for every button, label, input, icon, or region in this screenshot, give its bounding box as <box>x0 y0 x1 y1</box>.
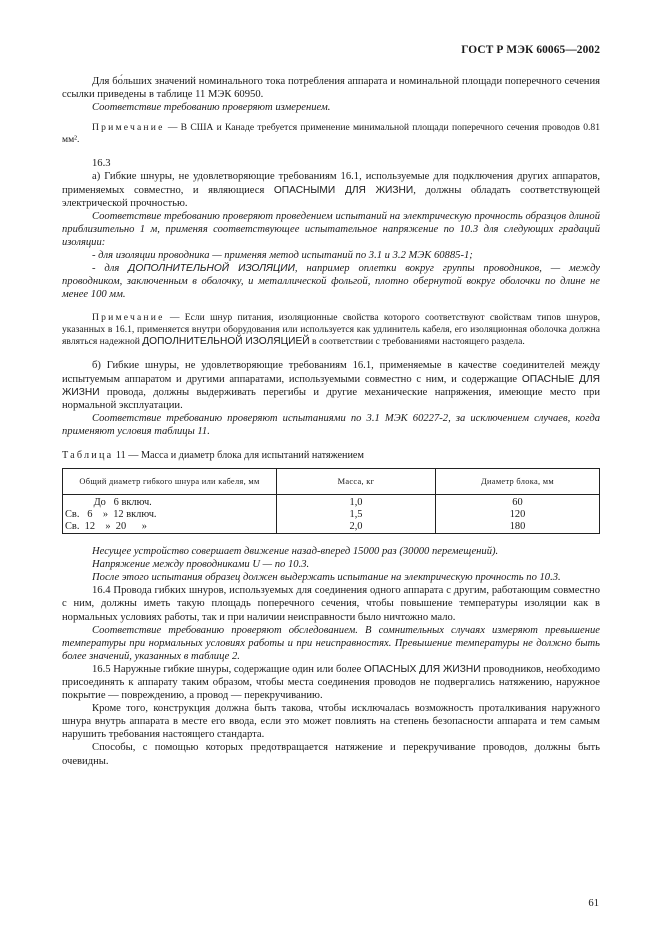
dash-item-2: - для ДОПОЛНИТЕЛЬНОЙ ИЗОЛЯЦИИ, например оплетки вокруг группы проводников, — между проводником, заключенным в оболочку, и металлической фольгой, плотно обернутой вокруг оболочки по длине не менее 100 мм. <box>62 263 601 301</box>
paragraph-b: б) Гибкие шнуры, не удовлетворяющие требованиям 16.1, применяемые в качестве соединителей между испытуемым аппаратом и другими аппаратами, используемыми совместно с ним, и содержащие ОПАСНЫЕ ДЛЯ ЖИЗНИ провода, должны выдерживать перегибы и другие механические напряжения, имеющие место при нормальной эксплуатации. <box>62 360 600 411</box>
dash-item-1: - для изоляции проводника — применяя метод испытаний по 3.1 и 3.2 МЭК 60885-1; <box>92 250 473 262</box>
section-16-4-test: Соответствие требованию проверяют обследованием. В сомнительных случаях измеряют превышение температуры при нормальных условиях работы и при неисправностях. Превышение температуры не должно быть более значений, указанных в таблице 2. <box>62 624 600 662</box>
paragraph-a-test: Соответствие требованию проверяют проведением испытаний на электрическую прочность образцов длиной приблизительно 1 м, применяя соответствующее испытательное напряжение по 10.3 для следующих градаций изоляции: <box>62 210 600 248</box>
section-16-5-construction: Кроме того, конструкция должна быть такова, чтобы исключалась возможность проталкивания наружного шнура внутрь аппарата в месте его ввода, если это может повлиять на степень безопасности аппарата и тем самым нарушить требования настоящего стандарта. <box>62 703 600 741</box>
section-16-5: 16.5 Наружные гибкие шнуры, содержащие один или более ОПАСНЫХ ДЛЯ ЖИЗНИ проводников, необходимо присоединять к аппарату таким образом, чтобы места соединения проводов не подвергались натяжению, наружное покрытие — повреждению, а провод — перекручиванию. <box>62 663 600 702</box>
table-row: Св. 12 » 20 » 2,0 180 <box>63 521 600 534</box>
col-header-mass: Масса, кг <box>277 469 436 495</box>
section-16-5-methods: Способы, с помощью которых предотвращается натяжение и перекручивание проводов, должны быть очевидны. <box>62 742 600 767</box>
note-power-cord: Примечание — Если шнур питания, изоляционные свойства которого соответствуют свойствам типов шнуров, указанных в 16.1, применяется внутри оборудования или используется как удлинитель кабеля, его изоляционная оболочка должна являться надежной ДОПОЛНИТЕЛЬНОЙ ИЗОЛЯЦИЕЙ в соответствии с требованиями настоящего раздела. <box>62 312 600 348</box>
section-16-3: 16.3 <box>92 158 111 170</box>
col-header-block: Диаметр блока, мм <box>436 469 600 495</box>
document-page <box>62 44 600 768</box>
paragraph-a: а) Гибкие шнуры, не удовлетворяющие требованиям 16.1, используемые для подключения других аппаратов, применяемых совместно, и являющиеся ОПАСНЫМИ ДЛЯ ЖИЗНИ, должны обладать соответствующей электрической прочностью. <box>62 171 601 209</box>
test-voltage: Напряжение между проводниками U — по 10.3. <box>92 559 310 571</box>
compliance-measurement: Соответствие требованию проверяют измерением. <box>92 102 331 114</box>
col-header-diameter: Общий диаметр гибкого шнура или кабеля, мм <box>63 469 277 495</box>
section-16-4: 16.4 Провода гибких шнуров, используемых для соединения одного аппарата с другим, работающим совместно с ним, должны иметь такую площадь поперечного сечения, чтобы повышение температуры изоляции как в нормальных условиях работы, так и при наличии неисправности было ничтожно мало. <box>62 585 600 623</box>
mass-diameter-table <box>62 468 600 534</box>
standard-header: ГОСТ Р МЭК 60065—2002 <box>461 44 600 56</box>
table-row: Св. 6 » 12 включ. 1,5 120 <box>63 509 600 521</box>
page-number: 61 <box>588 898 599 909</box>
test-after: После этого испытания образец должен выдержать испытание на электрическую прочность по 10.3. <box>92 572 561 584</box>
note-usa-canada: Примечание — В США и Канаде требуется применение минимальной площади поперечного сечения проводов 0.81 мм². <box>62 122 600 146</box>
paragraph-current-ratings: Для бо́льших значений номинального тока потребления аппарата и номинальной площади поперечного сечения ссылки приведены в таблице 11 МЭК 60950. <box>62 76 600 101</box>
table-caption: Таблица 11 — Масса и диаметр блока для испытаний натяжением <box>62 449 364 461</box>
note-label: Примечание <box>92 122 165 134</box>
test-cycles: Несущее устройство совершает движение назад-вперед 15000 раз (30000 перемещений). <box>92 546 499 558</box>
note-label: Примечание <box>92 312 165 324</box>
table-row: До 6 включ. 1,0 60 <box>63 495 600 510</box>
paragraph-b-test: Соответствие требованию проверяют испытаниями по 3.1 МЭК 60227-2, за исключением случаев, когда применяют условия таблицы 11. <box>62 412 600 437</box>
